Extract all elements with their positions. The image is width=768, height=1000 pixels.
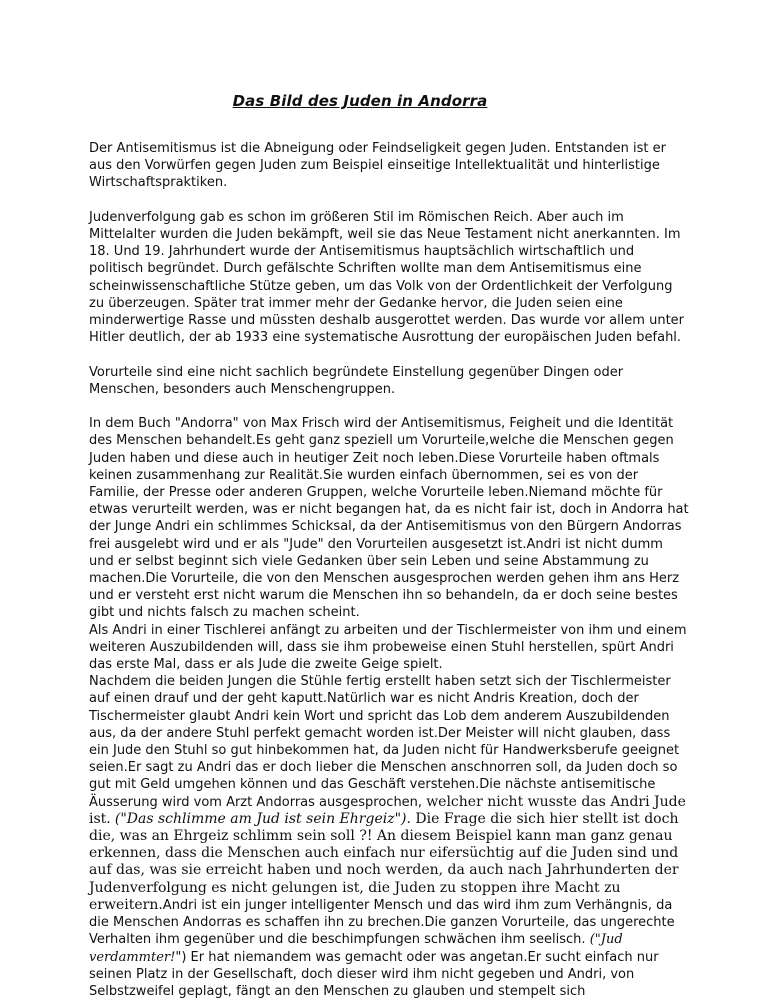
paragraph-vorurteile-definition: Vorurteile sind eine nicht sachlich begründete Einstellung gegenüber Dingen oder Menschen, besonders auch Menschengruppen. xyxy=(89,364,624,397)
document-title: Das Bild des Juden in Andorra xyxy=(232,92,488,110)
paragraph-tischlerei: Als Andri in einer Tischlerei anfängt zu arbeiten und der Tischlermeister von ihm und einem weiteren Auszubildenden will, dass sie ihm probeweise einen Stuhl herstellen, spürt Andri das erste Mal, dass er als Jude die zweite Geige spielt. xyxy=(89,622,687,673)
paragraph-andorra-intro: In dem Buch "Andorra" von Max Frisch wird der Antisemitismus, Feigheit und die Identität des Menschen behandelt.Es geht ganz speziell um Vorurteile,welche die Menschen gegen Juden haben und diese auch in heutiger Zeit noch leben.Diese Vorurteile haben oftmals keinen zusammenhang zur Realität.Sie wurden einfach übernommen, sei es von der Familie, der Presse oder anderen Gruppen, welche Vorurteile leben.Niemand möchte für etwas verurteilt werden, was er nicht begangen hat, da es nicht fair ist, doch in Andorra hat der Junge Andri ein schlimmes Schicksal, da der Antisemitismus von den Bürgern Andorras frei ausgelebt wird und er als "Jude" den Vorurteilen ausgesetzt ist.Andri ist nicht dumm und er selbst beginnt sich viele Gedanken über sein Leben und seine Abstammung zu machen.Die Vorurteile, die von den Menschen ausgesprochen werden gehen ihm ans Herz und er versteht erst nicht warum die Menschen ihn so behandeln, da er doch seine bestes gibt und nichts falsch zu machen scheint. xyxy=(89,416,689,621)
paragraph-antisemitismus-definition: Der Antisemitismus ist die Abneigung oder Feindseligkeit gegen Juden. Entstanden ist er aus den Vorwürfen gegen Juden zum Beispiel einseitige Intellektualität und hinterlistige Wirtschaftspraktiken. xyxy=(89,141,666,191)
text-segment-meister: Nachdem die beiden Jungen die Stühle fertig erstellt haben setzt sich der Tischlermeister auf einen drauf und der geht kaputt.Natürlich war es nicht Andris Kreation, doch der Tischermeister glaubt Andri kein Wort und spricht das Lob dem anderem Auszubildenden aus, da der andere Stuhl perfekt gemacht worden ist.Der Meister will nicht glauben, dass ein Jude den Stuhl so gut hinbekommen hat, da Juden nicht für Handwerksberufe geeignet seien.Er sagt zu Andri das er doch lieber die Menschen anschnorren soll, da Juden doch so gut mit Geld umgehen können und das Geschäft verstehen.Die nächste antisemitische Äusserung wird vom Arzt Andorras ausgesprochen, xyxy=(89,674,680,810)
paragraph-stuhl-episode xyxy=(89,673,689,1000)
quote-jud-verdammter: ("Jud verdammter! xyxy=(89,932,623,965)
text-segment-ehrgeiz-discussion: Die Frage die sich hier stellt ist doch die, was an Ehrgeiz schlimm sein soll ?! An diesem Beispiel kann man ganz genau erkennen, dass die Menschen auch einfach nur eifersüchtig auf die Juden sind und auf das, was sie erreicht haben und noch werden, da auch nach Jahrhunderten der Judenverfolgung es nicht gelungen ist, die Juden zu stoppen ihre Macht zu erweitern. xyxy=(89,810,679,913)
text-segment-arzt: welcher nicht wusste das Andri Jude ist. xyxy=(89,793,686,827)
text-segment-selbstzweifel: ") Er hat niemandem was gemacht oder was angetan.Er sucht einfach nur seinen Platz in der Gesellschaft, doch dieser wird ihm nicht gegeben und Andri, von Selbstzweifel geplagt, fängt an den Menschen zu glauben und stempelt sich xyxy=(89,949,659,999)
text-segment-andri-broken: Andri ist ein junger intelligenter Mensch und das wird ihm zum Verhängnis, da die Menschen Andorras es schaffen ihn zu brechen.Die ganzen Vorurteile, das ungerechte Verhalten ihm gegenüber und die beschimpfungen schwächen ihm seelisch. xyxy=(89,897,675,948)
quote-ehrgeiz: ("Das schlimme am Jud ist sein Ehrgeiz"). xyxy=(114,810,411,827)
paragraph-judenverfolgung-history: Judenverfolgung gab es schon im größeren Stil im Römischen Reich. Aber auch im Mittelalter wurden die Juden bekämpft, weil sie das Neue Testament nicht anerkannten. Im 18. Und 19. Jahrhundert wurde der Antisemitismus hauptsächlich wirtschaftlich und politisch begründet. Durch gefälschte Schriften wollte man dem Antisemitismus eine scheinwissenschaftliche Stütze geben, um das Volk von der Ordentlichkeit der Verfolgung zu überzeugen. Später trat immer mehr der Gedanke hervor, die Juden seien eine minderwertige Rasse und müssten deshalb ausgerottet werden. Das wurde vor allem unter Hitler deutlich, der ab 1933 eine systematische Ausrottung der europäischen Juden befahl. xyxy=(89,209,685,346)
document-body xyxy=(89,140,689,1000)
